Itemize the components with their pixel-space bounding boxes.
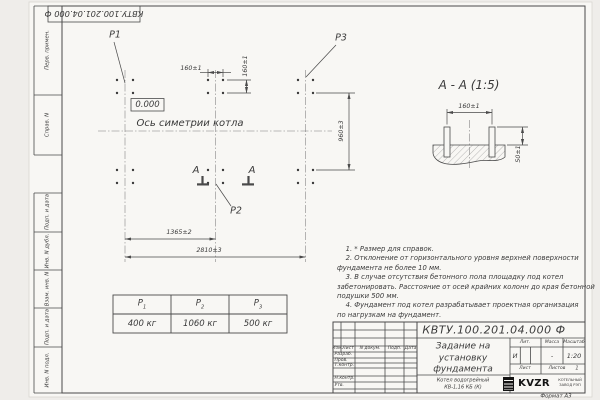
note-line: 1. * Размер для справок. [337,245,434,253]
section-title: А - А (1:5) [438,78,500,92]
drawing-title-line3: фундамента [433,364,493,375]
stamp-perv-primen: Перв. примен. [44,30,51,70]
stamp-inv-n-dubl: Инв. N дубл. [44,233,51,269]
scale-value: 1:20 [566,351,582,360]
dim-160-vertical: 160±1 [241,54,249,77]
row-utv: Утв. [334,382,344,388]
stamp-sprav-n: Справ. N [44,112,51,138]
scale-label: Масштаб [563,339,585,345]
mass-value: - [550,351,554,360]
stamp-podp-data-2: Подп. и дата [44,308,51,346]
mass-label: Масса [544,339,560,345]
lit-value: И [512,351,518,360]
col-podp: Подп. [387,345,402,351]
dim-2810: 2810±3 [196,246,222,254]
table-value-p3: 500 кг [243,318,273,329]
note-line: 3. В случае отсутствия бетонного пола площадку под котел [337,273,564,282]
section-dim-height: 50±1 [514,145,522,163]
dim-960: 960±3 [337,120,345,142]
dim-1365: 1365±2 [166,228,192,236]
doc-number-rotated: КВТУ.100.201.04.000 Ф [44,9,144,20]
dim-160-horizontal: 160±1 [180,64,202,72]
factory-name-line1: КОТЕЛЬНЫЙ [558,377,582,382]
table-header-p2: $Р_2$ [195,298,205,310]
anchor-bolt-right [489,127,495,157]
listov-label: Листов [548,365,566,371]
anchor-bolt-left [444,127,450,157]
stamp-vzam-inv-n: Взам. инв. N [44,271,51,307]
factory-logo-icon [504,378,513,390]
product-line2: КВ-1,16 КБ (К) [444,384,482,391]
load-point-p3-label: P3 [335,32,347,44]
product-line1: Котел водогрейный [436,377,490,384]
col-data: Дата [404,345,417,351]
row-tkontr: Т.контр. [334,362,355,368]
row-nkontr: Н.контр. [334,375,355,381]
cut-letter-left: А [192,164,200,176]
note-line: фундамента не более 10 мм. [337,263,442,272]
drawing-title-line2: установку [438,353,488,363]
lit-label: Лит. [519,339,531,345]
listov-value: 1 [575,365,579,372]
load-point-p1-label: P1 [109,29,121,41]
symmetry-axis-label: Ось симетрии котла [136,118,244,129]
row-razrab: Разраб. [334,351,353,357]
table-header-p1: $Р_1$ [137,298,147,310]
col-list: Лист [342,345,354,351]
load-point-p2-label: P2 [230,205,242,217]
table-value-p2: 1060 кг [183,318,217,329]
stamp-podp-data-1: Подп. и дата [44,193,51,231]
stamp-inv-n-podl: Инв. N подл. [44,352,51,388]
note-line: забетонировать. Расстояние от осей крайних колонн до края бетонной [337,282,595,291]
factory-name-line2: ЗАВОД РЭП [559,383,581,388]
col-ndoc: N докум. [359,345,381,351]
cut-letter-right: А [248,165,256,176]
table-value-p1: 400 кг [127,318,157,329]
elevation-mark: 0.000 [135,99,160,110]
technical-notes [337,245,595,320]
format-label: Формат А3 [540,393,572,400]
doc-number: КВТУ.100.201.04.000 Ф [422,323,566,337]
note-line: 4. Фундамент под котел разрабатывает проектная организация [337,301,579,310]
list-label: Лист [519,365,531,371]
factory-logo-text: KVZR [518,377,550,389]
section-dim-width: 160±1 [458,102,480,110]
note-line: подушки 500 мм. [337,292,399,301]
table-header-p3: $Р_3$ [253,298,263,310]
col-izm: Изм. [332,345,343,351]
note-line: по нагрузкам на фундамент. [337,310,442,319]
drawing-title-line1: Задание на [435,341,491,352]
note-line: 2. Отклонение от горизонтального уровня верхней поверхности [337,254,579,263]
row-prov: Пров. [334,357,348,363]
